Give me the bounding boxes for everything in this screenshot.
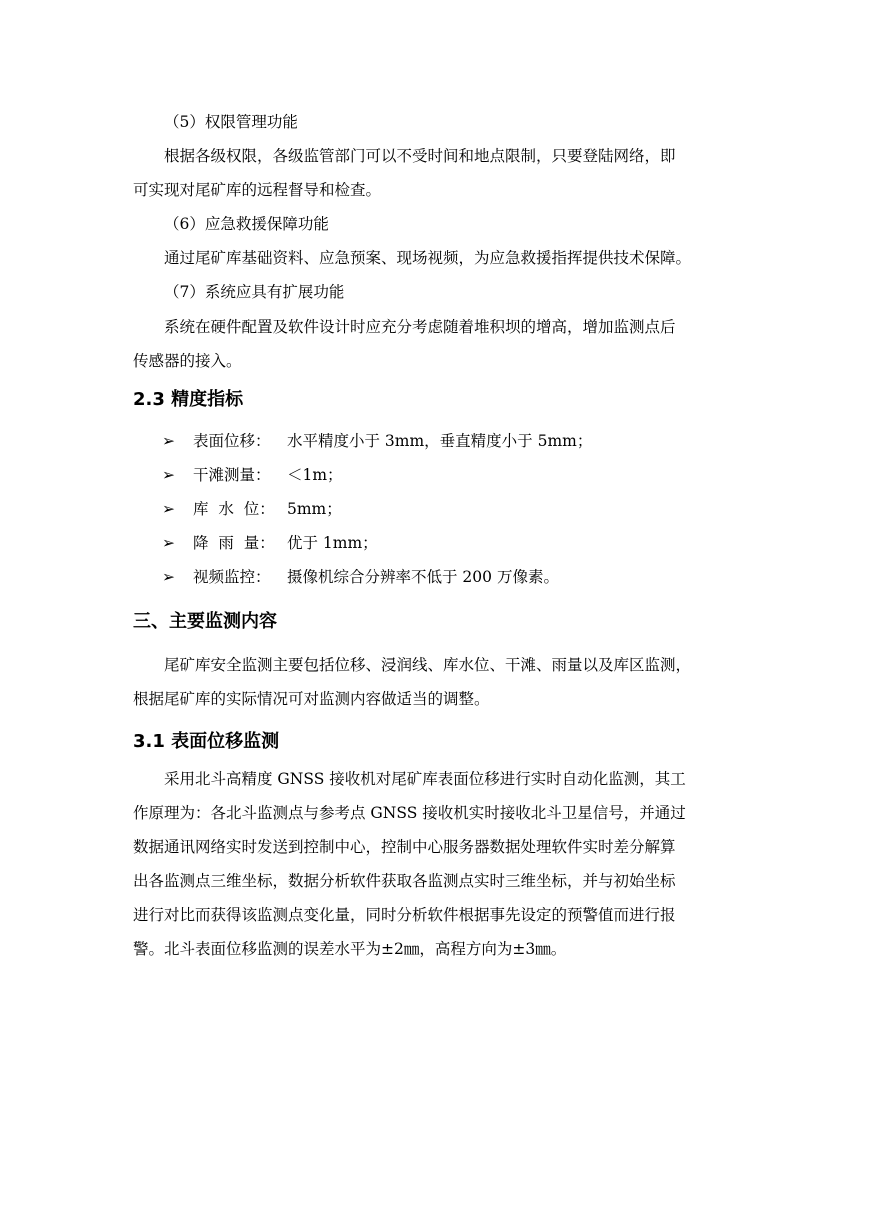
bullet-value: ＜1m；	[287, 466, 343, 484]
bullet-label: 视频监控：	[193, 568, 271, 586]
bullet-value: 优于 1mm；	[287, 534, 378, 552]
section3-body-line-1: 尾矿库安全监测主要包括位移、浸润线、库水位、干滩、雨量以及库区监测，	[164, 656, 692, 674]
heading-3-1: 3.1 表面位移监测	[133, 731, 280, 752]
section31-body-line-2: 作原理为：各北斗监测点与参考点 GNSS 接收机实时接收北斗卫星信号，并通过	[133, 804, 686, 822]
heading-2-3: 2.3 精度指标	[133, 389, 244, 410]
bullet-item	[162, 431, 722, 451]
bullet-item	[162, 465, 722, 485]
section31-body-line-6: 警。北斗表面位移监测的误差水平为±2㎜，高程方向为±3㎜。	[133, 940, 567, 958]
bullet-value: 水平精度小于 3mm，垂直精度小于 5mm；	[287, 432, 593, 450]
item6-body-line-1: 通过尾矿库基础资料、应急预案、现场视频，为应急救援指挥提供技术保障。	[164, 249, 692, 267]
section3-body-line-2: 根据尾矿库的实际情况可对监测内容做适当的调整。	[133, 690, 490, 708]
bullet-arrow-icon: ➢	[162, 500, 175, 518]
bullet-arrow-icon: ➢	[162, 534, 175, 552]
bullet-item	[162, 499, 722, 519]
section31-body-line-5: 进行对比而获得该监测点变化量，同时分析软件根据事先设定的预警值而进行报	[133, 906, 676, 924]
item6-title: （6）应急救援保障功能	[164, 215, 329, 233]
bullet-label: 干滩测量：	[193, 466, 271, 484]
item7-body-line-2: 传感器的接入。	[133, 352, 242, 370]
bullet-item	[162, 567, 722, 587]
item7-body-line-1: 系统在硬件配置及软件设计时应充分考虑随着堆积坝的增高，增加监测点后	[164, 318, 676, 336]
bullet-value: 5mm；	[287, 500, 342, 518]
bullet-item	[162, 533, 722, 553]
bullet-label: 降 雨 量：	[193, 534, 275, 552]
bullet-label: 表面位移：	[193, 432, 271, 450]
section31-body-line-1: 采用北斗高精度 GNSS 接收机对尾矿库表面位移进行实时自动化监测，其工	[164, 770, 686, 788]
section31-body-line-3: 数据通讯网络实时发送到控制中心，控制中心服务器数据处理软件实时差分解算	[133, 838, 676, 856]
bullet-value: 摄像机综合分辨率不低于 200 万像素。	[287, 568, 559, 586]
bullet-arrow-icon: ➢	[162, 466, 175, 484]
item7-title: （7）系统应具有扩展功能	[164, 283, 345, 301]
bullet-arrow-icon: ➢	[162, 568, 175, 586]
item5-body-line-2: 可实现对尾矿库的远程督导和检查。	[133, 181, 382, 199]
heading-section-3: 三、主要监测内容	[133, 611, 277, 632]
bullet-arrow-icon: ➢	[162, 432, 175, 450]
item5-title: （5）权限管理功能	[164, 113, 298, 131]
bullet-label: 库 水 位：	[193, 500, 275, 518]
item5-body-line-1: 根据各级权限，各级监管部门可以不受时间和地点限制，只要登陆网络，即	[164, 147, 676, 165]
section31-body-line-4: 出各监测点三维坐标，数据分析软件获取各监测点实时三维坐标，并与初始坐标	[133, 872, 676, 890]
